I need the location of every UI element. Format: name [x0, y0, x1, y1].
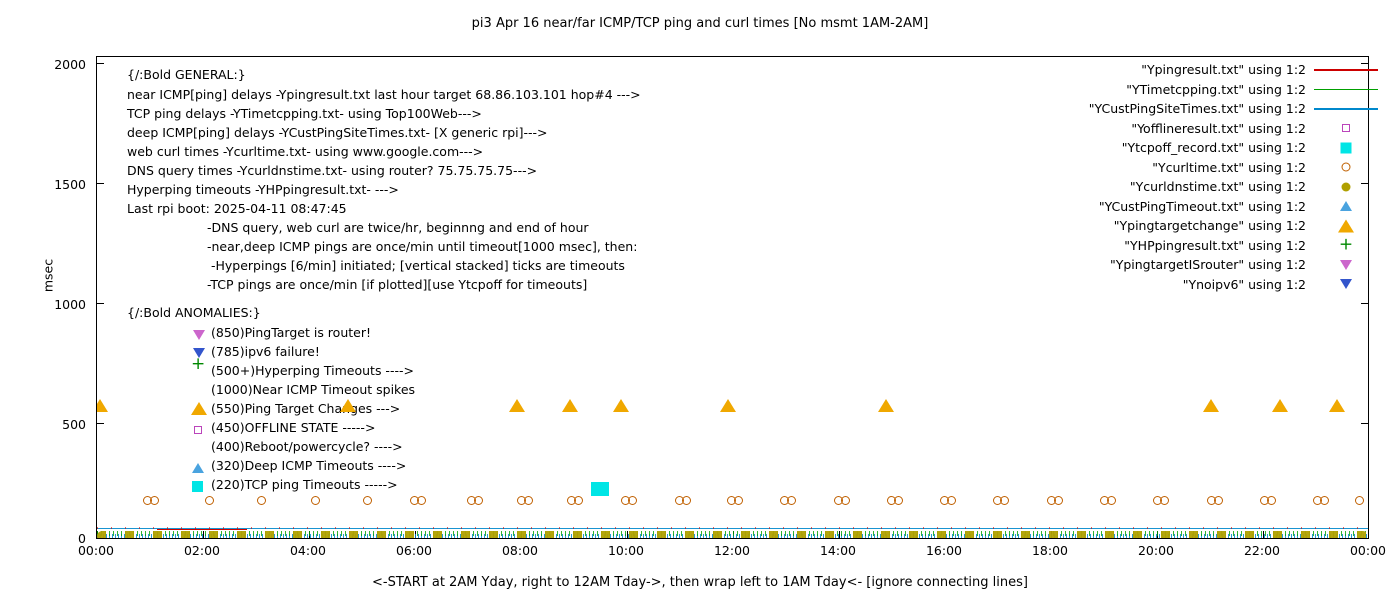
- legend-label-8: "Ypingtargetchange" using 1:2: [1113, 218, 1306, 234]
- legend-item-4: [1048, 138, 1378, 158]
- legend-sample-triangle-filled: [1314, 216, 1378, 236]
- legend-label-9: "YHPpingresult.txt" using 1:2: [1124, 237, 1306, 253]
- annotation-anomaly-3: (1000)Near ICMP Timeout spikes: [211, 382, 416, 397]
- annotation-general-line-3: web curl times -Ycurltime.txt- using www.google.com--->: [127, 144, 484, 159]
- annotation-general-line-5: Hyperping timeouts -YHPpingresult.txt- --->: [127, 182, 399, 197]
- x-tick-6: 12:00: [713, 543, 751, 558]
- pingtargetchange-marker: [1329, 399, 1345, 412]
- legend-item-7: [1048, 197, 1378, 217]
- legend-sample-triangle-open: [1314, 197, 1378, 217]
- annotation-anomaly-2: (500+)Hyperping Timeouts ---->: [211, 363, 414, 378]
- curltime-marker: [841, 496, 850, 505]
- legend-item-10: [1048, 255, 1378, 275]
- curltime-marker: [257, 496, 266, 505]
- curltime-marker: [1160, 496, 1169, 505]
- annotation-anomaly-8: (220)TCP ping Timeouts ----->: [211, 477, 398, 492]
- annotation-general-line-0: near ICMP[ping] delays -Ypingresult.txt last hour target 68.86.103.101 hop#4 --->: [127, 87, 641, 102]
- curltime-marker: [474, 496, 483, 505]
- x-tick-1: 02:00: [183, 543, 221, 558]
- annotation-anomalies-header: {/:Bold ANOMALIES:}: [127, 305, 261, 320]
- legend-sample-square-filled: [1314, 138, 1378, 158]
- circle-open-icon: [1342, 163, 1351, 172]
- legend-item-11: [1048, 275, 1378, 295]
- tick-y-2000-left: [97, 63, 104, 64]
- curldnstime-markers: [97, 531, 1368, 539]
- y-axis-label: msec: [40, 258, 56, 293]
- legend-sample-line-green: [1314, 80, 1378, 100]
- curltime-marker: [363, 496, 372, 505]
- curltime-marker: [1320, 496, 1329, 505]
- annotation-anomaly-5: (450)OFFLINE STATE ----->: [211, 420, 376, 435]
- plus-icon: +: [1338, 234, 1354, 255]
- x-tick-11: 22:00: [1243, 543, 1281, 558]
- chart-title: pi3 Apr 16 near/far ICMP/TCP ping and curl times [No msmt 1AM-2AM]: [471, 16, 929, 31]
- tcp-timeout-marker: [591, 482, 609, 496]
- tick-y-500-left: [97, 423, 104, 424]
- legend-item-9: [1048, 236, 1378, 256]
- curltime-marker: [894, 496, 903, 505]
- legend-label-2: "YCustPingSiteTimes.txt" using 1:2: [1088, 101, 1306, 117]
- x-tick-2: 04:00: [289, 543, 327, 558]
- annotation-anomaly-6: (400)Reboot/powercycle? ---->: [211, 439, 403, 454]
- annotation-general-sub-1: -near,deep ICMP pings are once/min until timeout[1000 msec], then:: [207, 239, 638, 254]
- annotation-general-sub-3: -TCP pings are once/min [if plotted][use Ytcpoff for timeouts]: [207, 277, 588, 292]
- pingtargetchange-marker: [878, 399, 894, 412]
- y-tick-500: 500: [62, 417, 86, 432]
- legend-label-4: "Ytcpoff_record.txt" using 1:2: [1121, 140, 1306, 156]
- pingresult-trace-dots: [97, 527, 1368, 529]
- curltime-marker: [524, 496, 533, 505]
- legend-label-6: "Ycurldnstime.txt" using 1:2: [1129, 179, 1306, 195]
- annotation-general-header: {/:Bold GENERAL:}: [127, 67, 246, 82]
- y-tick-1000: 1000: [54, 297, 86, 312]
- annotation-anomaly-1: (785)ipv6 failure!: [211, 344, 320, 359]
- square-open-magenta-icon: [194, 426, 202, 434]
- curltime-marker: [734, 496, 743, 505]
- legend-sample-circle-filled: [1314, 177, 1378, 197]
- legend: [1048, 60, 1378, 294]
- tick-y-1500-left: [97, 183, 104, 184]
- triangle-filled-icon: [1338, 219, 1354, 232]
- curltime-marker: [311, 496, 320, 505]
- curltime-marker: [947, 496, 956, 505]
- y-tick-0: 0: [78, 531, 86, 546]
- x-tick-3: 06:00: [395, 543, 433, 558]
- pingtargetchange-marker: [1203, 399, 1219, 412]
- circle-filled-icon: [1342, 182, 1351, 191]
- tick-x-12: [1368, 531, 1369, 538]
- legend-sample-line-blue: [1314, 99, 1378, 119]
- x-axis-label: <-START at 2AM Yday, right to 12AM Tday->, then wrap left to 1AM Tday<- [ignore connecting lines]: [372, 575, 1028, 590]
- tick-y-500-right: [1361, 423, 1368, 424]
- legend-item-5: [1048, 158, 1378, 178]
- curltime-marker: [1107, 496, 1116, 505]
- tick-y-1000-left: [97, 303, 104, 304]
- annotation-anomaly-7: (320)Deep ICMP Timeouts ---->: [211, 458, 407, 473]
- pingtargetchange-marker: [613, 399, 629, 412]
- curltime-marker: [1267, 496, 1276, 505]
- legend-sample-circle-open: [1314, 158, 1378, 178]
- pingtargetchange-marker: [1272, 399, 1288, 412]
- legend-item-8: [1048, 216, 1378, 236]
- x-tick-8: 16:00: [925, 543, 963, 558]
- x-tick-5: 10:00: [607, 543, 645, 558]
- legend-label-0: "Ypingresult.txt" using 1:2: [1141, 62, 1306, 78]
- annotation-general-sub-0: -DNS query, web curl are twice/hr, beginnng and end of hour: [207, 220, 589, 235]
- triangle-open-icon: [1340, 201, 1352, 211]
- annotation-general-line-6: Last rpi boot: 2025-04-11 08:47:45: [127, 201, 347, 216]
- legend-sample-plus: [1314, 236, 1378, 256]
- x-tick-10: 20:00: [1137, 543, 1175, 558]
- annotation-general-line-2: deep ICMP[ping] delays -YCustPingSiteTimes.txt- [X generic rpi]--->: [127, 125, 548, 140]
- triangle-open-blue-icon: [192, 463, 204, 473]
- curltime-marker: [787, 496, 796, 505]
- square-open-icon: [1342, 124, 1350, 132]
- legend-label-11: "Ynoipv6" using 1:2: [1182, 276, 1306, 292]
- x-tick-4: 08:00: [501, 543, 539, 558]
- x-tick-9: 18:00: [1031, 543, 1069, 558]
- legend-item-0: [1048, 60, 1378, 80]
- square-filled-cyan-icon: [192, 481, 203, 492]
- curltime-marker: [205, 496, 214, 505]
- legend-sample-triangle-down-magenta: [1314, 255, 1378, 275]
- legend-label-7: "YCustPingTimeout.txt" using 1:2: [1098, 198, 1306, 214]
- curltime-marker: [1355, 496, 1364, 505]
- triangle-down-magenta-icon: [193, 330, 205, 340]
- legend-item-3: [1048, 119, 1378, 139]
- curltime-marker: [1000, 496, 1009, 505]
- legend-label-3: "Yofflineresult.txt" using 1:2: [1131, 120, 1306, 136]
- annotation-general-sub-2: -Hyperpings [6/min] initiated; [vertical stacked] ticks are timeouts: [207, 258, 625, 273]
- square-filled-icon: [1341, 142, 1352, 153]
- pingtargetchange-marker: [340, 399, 356, 412]
- legend-item-1: [1048, 80, 1378, 100]
- x-tick-0: 00:00: [77, 543, 115, 558]
- curltime-marker: [1214, 496, 1223, 505]
- curltime-marker: [417, 496, 426, 505]
- legend-sample-square-open: [1314, 119, 1378, 139]
- curltime-marker: [150, 496, 159, 505]
- annotation-general-line-1: TCP ping delays -YTimetcpping.txt- using Top100Web--->: [127, 106, 482, 121]
- x-tick-7: 14:00: [819, 543, 857, 558]
- curltime-marker: [682, 496, 691, 505]
- legend-item-6: [1048, 177, 1378, 197]
- curltime-marker: [1054, 496, 1063, 505]
- legend-item-2: [1048, 99, 1378, 119]
- curltime-marker: [628, 496, 637, 505]
- plus-green-icon: +: [191, 354, 206, 374]
- pingtargetchange-marker: [96, 399, 108, 412]
- tick-y-1000-right: [1361, 303, 1368, 304]
- annotation-anomaly-0: (850)PingTarget is router!: [211, 325, 371, 340]
- y-tick-2000: 2000: [54, 57, 86, 72]
- legend-label-1: "YTimetcpping.txt" using 1:2: [1126, 81, 1306, 97]
- legend-label-5: "Ycurltime.txt" using 1:2: [1152, 159, 1306, 175]
- triangle-down-open-icon: [1340, 260, 1352, 270]
- pingtargetchange-marker: [509, 399, 525, 412]
- legend-label-10: "YpingtargetISrouter" using 1:2: [1109, 257, 1306, 273]
- annotation-anomaly-4: (550)Ping Target Changes --->: [211, 401, 401, 416]
- annotation-general-line-4: DNS query times -Ycurldnstime.txt- using router? 75.75.75.75--->: [127, 163, 538, 178]
- x-tick-12: 00:00: [1349, 543, 1387, 558]
- pingtargetchange-marker: [720, 399, 736, 412]
- curltime-marker: [574, 496, 583, 505]
- triangle-up-orange-icon: [191, 402, 207, 415]
- legend-sample-triangle-down-blue: [1314, 275, 1378, 295]
- y-tick-1500: 1500: [54, 177, 86, 192]
- triangle-down-open-icon: [1340, 279, 1352, 289]
- legend-sample-line-red: [1314, 60, 1378, 80]
- pingtargetchange-marker: [562, 399, 578, 412]
